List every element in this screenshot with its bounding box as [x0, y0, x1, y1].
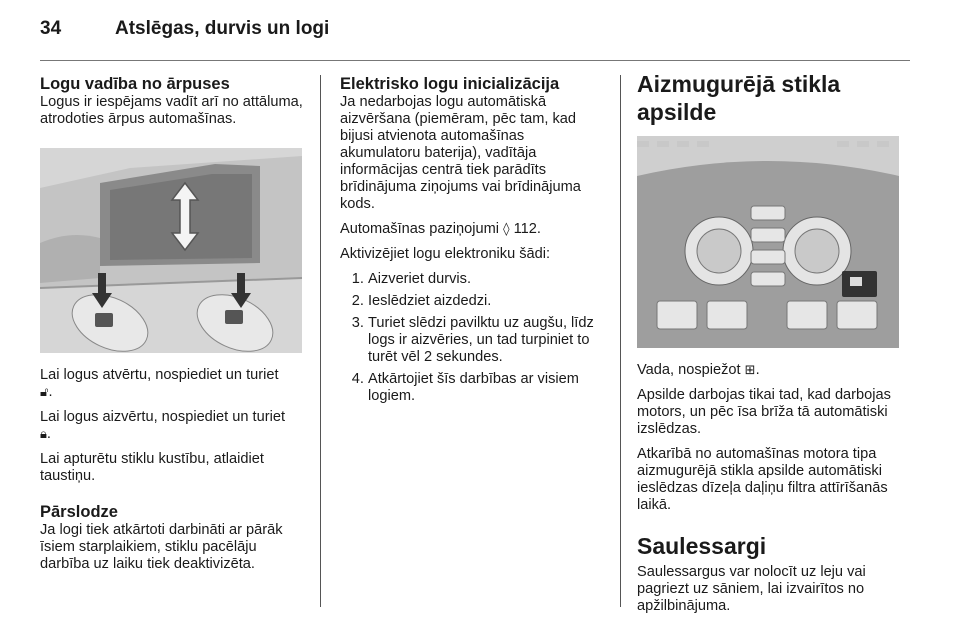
- page-title: Atslēgas, durvis un logi: [115, 18, 330, 39]
- header-rule: [40, 60, 910, 61]
- remote-windows-intro: Logus ir iespējams vadīt arī no attāluma, atrodoties ārpus automašīnas.: [40, 94, 303, 127]
- section-heading-remote-windows: Logu vadība no ārpuses: [40, 75, 230, 93]
- window-init-intro: Ja nedarbojas logu automātiskā aizvēršana (piemēram, pēc tam, kad bijusi atvienota automašīnas akumulatoru baterija), vadītāja informācijas centrā tiek parādīts brīdinājuma ziņojums vai brīdinājuma kods.: [340, 94, 581, 212]
- climate-control-panel-illustration: [637, 136, 899, 348]
- page-reference-icon: ◊: [503, 222, 510, 237]
- list-item: 1. Aizveriet durvis.: [368, 271, 608, 288]
- page-number: 34: [40, 18, 62, 39]
- list-item: 3. Turiet slēdzi pavilktu uz augšu, līdz logs ir aizvēries, un tad turpiniet to turēt vēl 2 sekundes.: [368, 315, 608, 366]
- column-2: [340, 70, 608, 410]
- heating-info-2: Atkarībā no automašīnas motora tipa aizmugurējā stikla apsilde automātiski ieslēdzas dīzeļa daļiņu filtra attīrīšanās laikā.: [637, 446, 888, 513]
- activation-steps-list: [340, 271, 608, 405]
- column-divider-2: [620, 75, 621, 607]
- list-item: 4. Atkārtojiet šīs darbības ar visiem logiem.: [368, 371, 608, 405]
- column-divider-1: [320, 75, 321, 607]
- section-heading-sun-visors: Saulessargi: [637, 533, 767, 559]
- list-item: 2. Ieslēdziet aizdedzi.: [368, 293, 608, 310]
- page-header: [40, 18, 329, 40]
- open-windows-text: Lai logus atvērtu, nospiediet un turiet 🔓︎.: [40, 367, 279, 400]
- close-windows-text: Lai logus aizvērtu, nospiediet un turiet 🔒︎.: [40, 409, 286, 442]
- heating-info-1: Apsilde darbojas tikai tad, kad darbojas motors, un pēc īsa brīža tā automātiski izslēdzas.: [637, 387, 891, 437]
- vehicle-messages-ref: Automašīnas paziņojumi ◊ 112.: [340, 221, 541, 237]
- column-1: [40, 75, 308, 581]
- press-button-text: Vada, nospiežot ⊞.: [637, 362, 760, 378]
- section-heading-rear-heating: Aizmugurējā stikla apsilde: [637, 71, 841, 125]
- car-door-key-illustration: [40, 148, 302, 353]
- rear-window-heating-symbol-icon: ⊞: [744, 363, 756, 378]
- section-heading-window-init: Elektrisko logu inicializācija: [340, 75, 560, 93]
- activate-text: Aktivizējiet logu elektroniku šādi:: [340, 246, 551, 262]
- overload-text: Ja logi tiek atkārtoti darbināti ar pārāk īsiem starplaikiem, stiklu pacēlāju darbība uz laiku tiek deaktivizēta.: [40, 522, 283, 572]
- stop-windows-text: Lai apturētu stiklu kustību, atlaidiet taustiņu.: [40, 451, 264, 484]
- lock-icon: 🔒︎: [40, 427, 47, 442]
- unlock-icon: 🔓︎: [40, 385, 49, 400]
- sun-visors-text: Saulessargus var nolocīt uz leju vai pagriezt uz sāniem, lai izvairītos no apžilbinājuma.: [637, 564, 866, 614]
- section-heading-overload: Pārslodze: [40, 503, 118, 521]
- rear-window-heating-icon: [850, 277, 862, 286]
- column-3: [637, 70, 905, 623]
